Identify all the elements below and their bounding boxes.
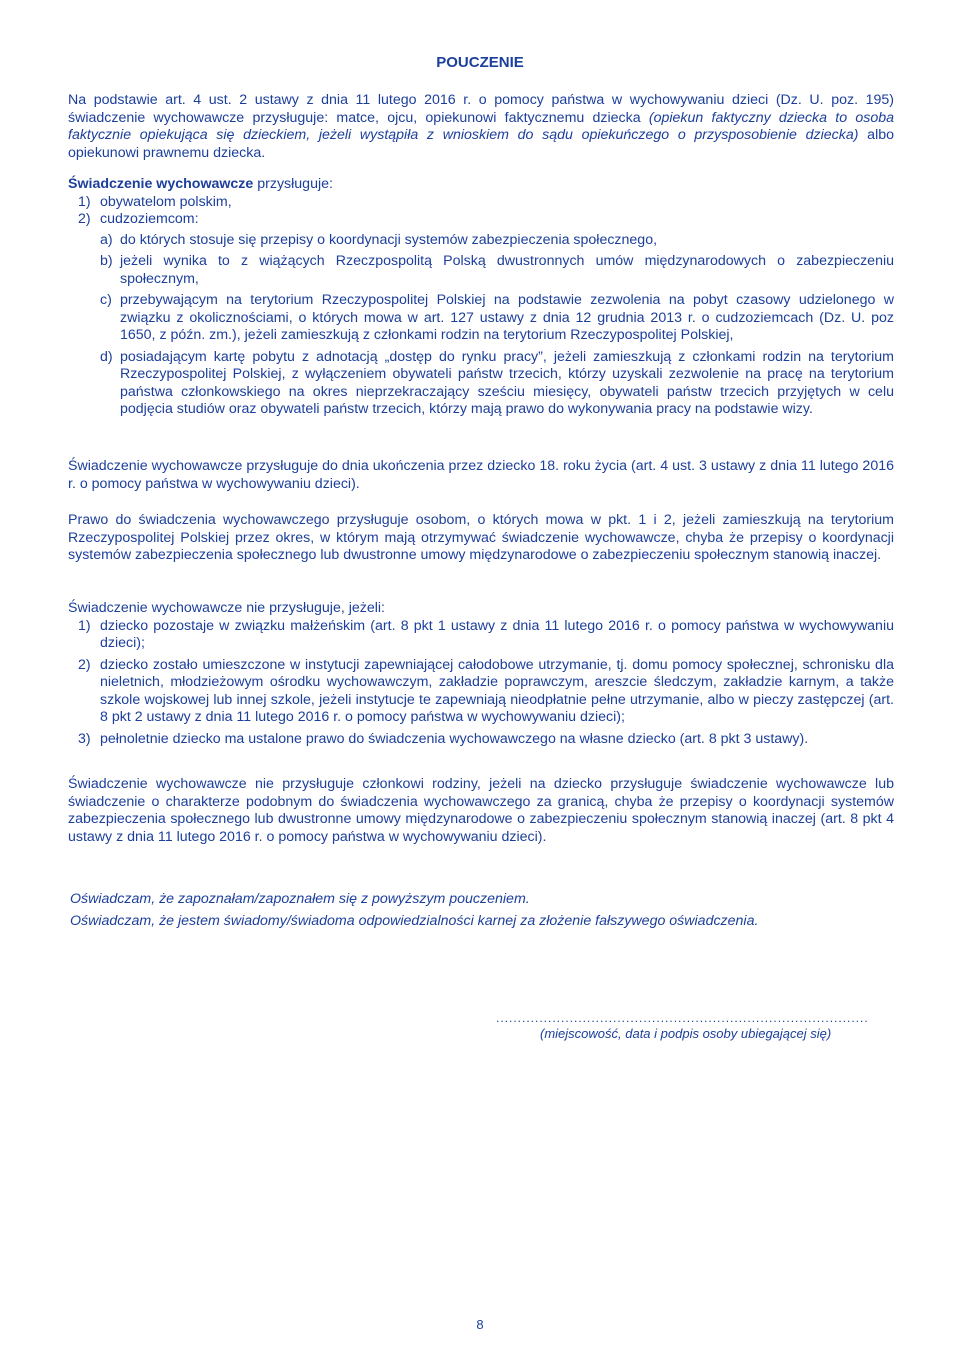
age-limit-paragraph: Świadczenie wychowawcze przysługuje do dnia ukończenia przez dziecko 18. roku życia (art. 4 ust. 3 ustawy z dnia 11 lutego 2016 r. o pomocy państwa w wychowywaniu dzieci). bbox=[68, 458, 894, 492]
eligibility-list bbox=[68, 194, 894, 229]
list-item bbox=[68, 194, 894, 212]
intro-text: Na podstawie art. 4 ust. 2 ustawy z dnia 11 lutego 2016 r. o pomocy państwa w wychowywaniu dzieci (Dz. U. poz. 195) świadczenie wychowawcze przysługuje: matce, ojcu, opiekunowi faktycznemu dziecka bbox=[68, 92, 894, 126]
eligibility-section bbox=[68, 176, 894, 419]
declaration-1: Oświadczam, że zapoznałam/zapoznałem się z powyższym pouczeniem. bbox=[70, 891, 530, 907]
sublist-item bbox=[68, 253, 894, 288]
declaration-2: Oświadczam, że jestem świadomy/świadoma odpowiedzialności karnej za złożenie fałszywego oświadczenia. bbox=[70, 913, 759, 929]
not-eligible-list bbox=[68, 618, 894, 749]
list-marker: c) bbox=[100, 292, 112, 308]
sublist-item bbox=[68, 232, 894, 250]
page-title: POUCZENIE bbox=[436, 54, 524, 71]
foreigners-sublist bbox=[68, 232, 894, 419]
list-item-text: dziecko pozostaje w związku małżeńskim (art. 8 pkt 1 ustawy z dnia 11 lutego 2016 r. o pomocy państwa w wychowywaniu dzieci); bbox=[100, 617, 894, 651]
list-marker: 2) bbox=[78, 211, 91, 227]
not-eligible-section bbox=[68, 600, 894, 748]
list-item-text: dziecko zostało umieszczone w instytucji zapewniającej całodobowe utrzymanie, tj. domu pomocy społecznej, schronisku dla nieletnich, młodzieżowym ośrodku wychowawczym, zakładzie poprawczym, areszcie śledczym, zakładzie karnym, a także szkole wojskowej lub innej szkole, jeżeli instytucje te zapewniają nieodpłatnie pełne utrzymanie, albo w pieczy zastępczej (art. 8 pkt 2 ustawy z dnia 11 lutego 2016 r. o pomocy państwa w wychowywaniu dzieci); bbox=[100, 656, 894, 725]
sublist-item bbox=[68, 292, 894, 345]
list-marker: 1) bbox=[78, 193, 91, 210]
list-item bbox=[68, 211, 894, 229]
sublist-item-text: posiadającym kartę pobytu z adnotacją „dostęp do rynku pracy”, jeżeli zamieszkują z członkami rodzin na terytorium Rzeczypospolitej Polskiej, z wyłączeniem obywateli państw trzecich, którzy uzyskali zezwolenie na pracę na terytorium państwa członkowskiego na okres nieprzekraczający sześciu miesięcy, obywateli państw trzecich przyjętych w celu podjęcia studiów oraz obywateli państw trzecich, którzy mają prawo do wykonywania pracy na podstawie wizy. bbox=[120, 348, 894, 417]
list-marker: 1) bbox=[78, 617, 91, 634]
sublist-item bbox=[68, 349, 894, 419]
signature-line: ...................................................................................... bbox=[496, 1011, 869, 1025]
intro-italic-note: (opiekun faktyczny dziecka to osoba faktycznie opiekująca się dzieckiem, jeżeli wystąpiła z wnioskiem do sądu opiekuńczego o przysposobienie dziecka) bbox=[68, 109, 894, 143]
family-member-paragraph: Świadczenie wychowawcze nie przysługuje członkowi rodziny, jeżeli na dziecko przysługuje świadczenie wychowawcze lub świadczenie o charakterze podobnym do świadczenia wychowawczego za granicą, chyba że przepisy o koordynacji systemów zabezpieczenia społecznego lub dwustronne umowy międzynarodowe o zabezpieczeniu społecznym stanowią inaczej (art. 8 pkt 4 ustawy z dnia 11 lutego 2016 r. o pomocy państwa w wychowywaniu dzieci). bbox=[68, 776, 894, 845]
list-item-text: cudzoziemcom: bbox=[100, 211, 199, 227]
page-number: 8 bbox=[476, 1317, 484, 1332]
list-item-text: pełnoletnie dziecko ma ustalone prawo do świadczenia wychowawczego na własne dziecko (art. 8 pkt 3 ustawy). bbox=[100, 730, 809, 747]
list-marker: d) bbox=[100, 348, 113, 365]
list-marker: 2) bbox=[78, 656, 91, 673]
eligibility-lead-rest: przysługuje: bbox=[253, 176, 333, 192]
not-eligible-lead: Świadczenie wychowawcze nie przysługuje, jeżeli: bbox=[68, 600, 386, 616]
declarations bbox=[70, 888, 890, 932]
list-item bbox=[68, 731, 894, 749]
list-item bbox=[68, 657, 894, 727]
intro-paragraph bbox=[68, 92, 894, 162]
list-marker: a) bbox=[100, 231, 113, 248]
list-marker: 3) bbox=[78, 730, 91, 747]
sublist-item-text: jeżeli wynika to z wiążących Rzeczpospolitą Polską dwustronnych umów międzynarodowych o zabezpieczeniu społecznym, bbox=[120, 253, 894, 287]
sublist-item-text: przebywającym na terytorium Rzeczypospolitej Polskiej na podstawie zezwolenia na pobyt czasowy udzielonego w związku z okolicznościami, o których mowa w art. 127 ustawy z dnia 12 grudnia 2013 r. o cudzoziemcach (Dz. U. poz 1650, z późn. zm.), jeżeli zamieszkują z członkami rodzin na terytorium Rzeczypospolitej Polskiej, bbox=[120, 292, 894, 343]
intro-text-end: albo opiekunowi prawnemu dziecka. bbox=[68, 127, 895, 161]
list-item-text: obywatelom polskim, bbox=[100, 193, 232, 210]
sublist-item-text: do których stosuje się przepisy o koordynacji systemów zabezpieczenia społecznego, bbox=[120, 231, 658, 248]
eligibility-lead bbox=[68, 176, 894, 194]
list-item bbox=[68, 618, 894, 653]
signature-caption: (miejscowość, data i podpis osoby ubiegającej się) bbox=[540, 1026, 832, 1041]
residence-paragraph: Prawo do świadczenia wychowawczego przysługuje osobom, o których mowa w pkt. 1 i 2, jeżeli zamieszkują na terytorium Rzeczypospolitej Polskiej przez okres, w którym mają otrzymywać świadczenie wychowawcze, chyba że przepisy o koordynacji systemów zabezpieczenia społecznego lub dwustronne umowy międzynarodowe o zabezpieczeniu społecznym stanowią inaczej. bbox=[68, 512, 894, 563]
list-marker: b) bbox=[100, 253, 113, 269]
eligibility-lead-bold: Świadczenie wychowawcze bbox=[68, 176, 254, 192]
